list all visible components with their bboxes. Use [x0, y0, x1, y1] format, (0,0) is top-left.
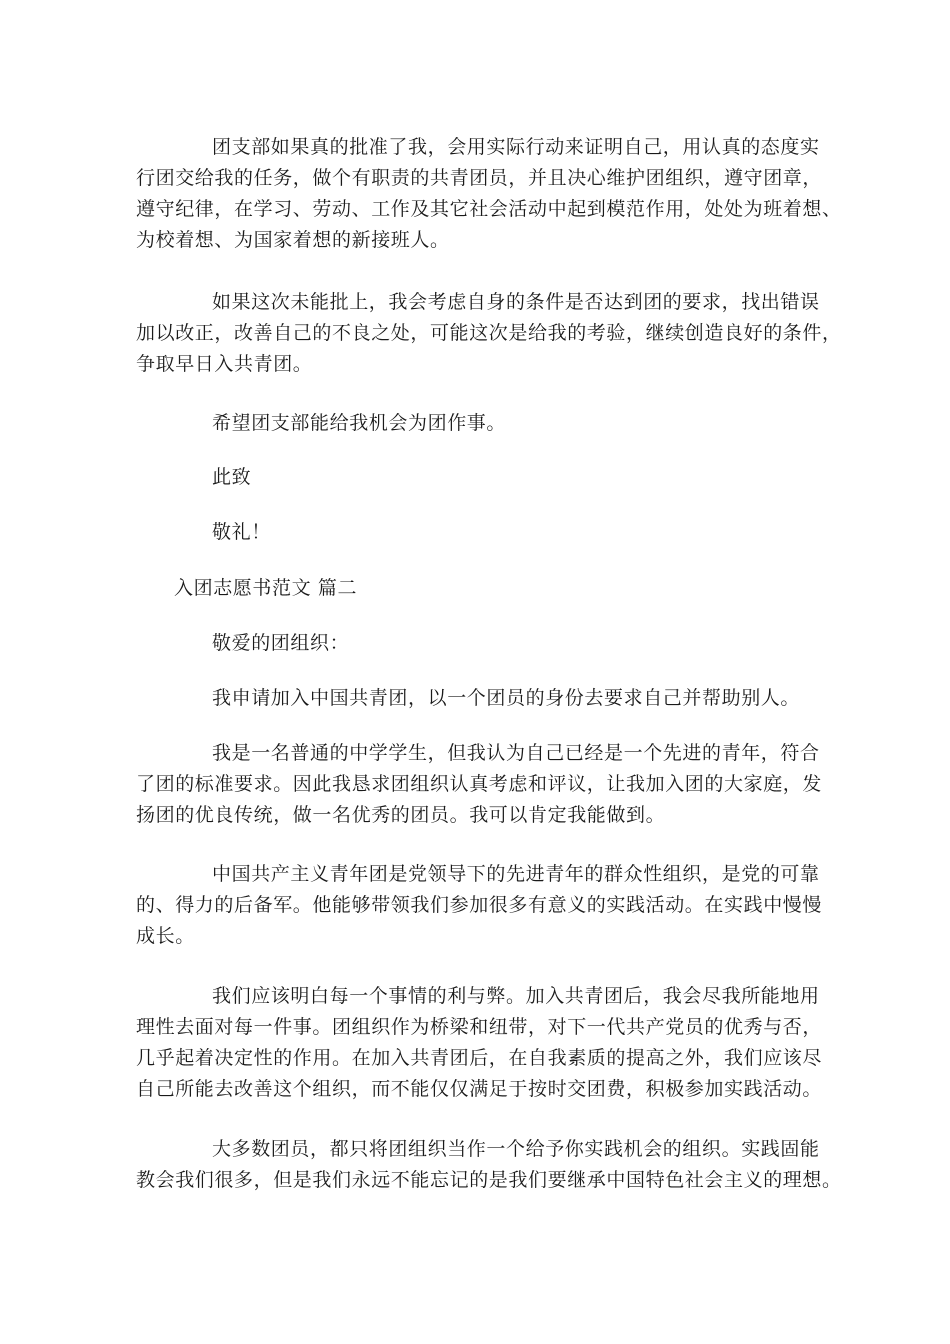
text-line: 敬爱的团组织：	[212, 632, 350, 654]
text-line: 大多数团员，都只将团组织当作一个给予你实践机会的组织。实践固能	[212, 1138, 820, 1160]
closing-regards	[136, 517, 826, 548]
paragraph-application	[136, 683, 826, 714]
text-line: 争取早日入共青团。	[136, 353, 313, 375]
text-line: 我申请加入中国共青团，以一个团员的身份去要求自己并帮助别人。	[212, 687, 801, 709]
text-line: 扬团的优良传统，做一名优秀的团员。我可以肯定我能做到。	[136, 804, 666, 826]
paragraph-commitment	[136, 132, 842, 256]
text-line: 遵守纪律，在学习、劳动、工作及其它社会活动中起到模范作用，处处为班着想、	[136, 198, 842, 220]
text-line: 敬礼！	[212, 521, 271, 543]
text-line: 为校着想、为国家着想的新接班人。	[136, 229, 450, 251]
section-heading: 入团志愿书范文 篇二	[174, 577, 358, 599]
paragraph-hope	[136, 408, 826, 439]
paragraph-league-description	[136, 859, 826, 952]
text-line: 行团交给我的任务，做个有职责的共青团员，并且决心维护团组织，遵守团章，	[136, 167, 823, 189]
greeting	[136, 628, 826, 659]
text-line: 此致	[212, 466, 252, 488]
text-line: 中国共产主义青年团是党领导下的先进青年的群众性组织，是党的可靠	[212, 863, 820, 885]
text-line: 教会我们很多，但是我们永远不能忘记的是我们要继承中国特色社会主义的理想。	[136, 1169, 842, 1191]
text-line: 我们应该明白每一个事情的利与弊。加入共青团后，我会尽我所能地用	[212, 985, 820, 1007]
text-line: 加以改正，改善自己的不良之处，可能这次是给我的考验，继续创造良好的条件，	[136, 322, 842, 344]
paragraph-members	[136, 1134, 842, 1196]
text-line: 成长。	[136, 925, 195, 947]
text-line: 希望团支部能给我机会为团作事。	[212, 412, 507, 434]
closing-salutation	[136, 462, 826, 493]
text-line: 理性去面对每一件事。团组织作为桥梁和纽带，对下一代共产党员的优秀与否，	[136, 1016, 823, 1038]
text-line: 我是一名普通的中学学生，但我认为自己已经是一个先进的青年，符合	[212, 742, 820, 764]
paragraph-self-intro	[136, 738, 826, 831]
text-line: 几乎起着决定性的作用。在加入共青团后，在自我素质的提高之外，我们应该尽	[136, 1047, 823, 1069]
paragraph-understanding	[136, 981, 826, 1105]
paragraph-if-rejected	[136, 287, 842, 380]
text-line: 了团的标准要求。因此我恳求团组织认真考虑和评议，让我加入团的大家庭，发	[136, 773, 823, 795]
text-line: 团支部如果真的批准了我，会用实际行动来证明自己，用认真的态度实	[212, 136, 820, 158]
text-line: 自己所能去改善这个组织，而不能仅仅满足于按时交团费，积极参加实践活动。	[136, 1078, 823, 1100]
text-line: 如果这次未能批上，我会考虑自身的条件是否达到团的要求，找出错误	[212, 291, 820, 313]
text-line: 的、得力的后备军。他能够带领我们参加很多有意义的实践活动。在实践中慢慢	[136, 894, 823, 916]
